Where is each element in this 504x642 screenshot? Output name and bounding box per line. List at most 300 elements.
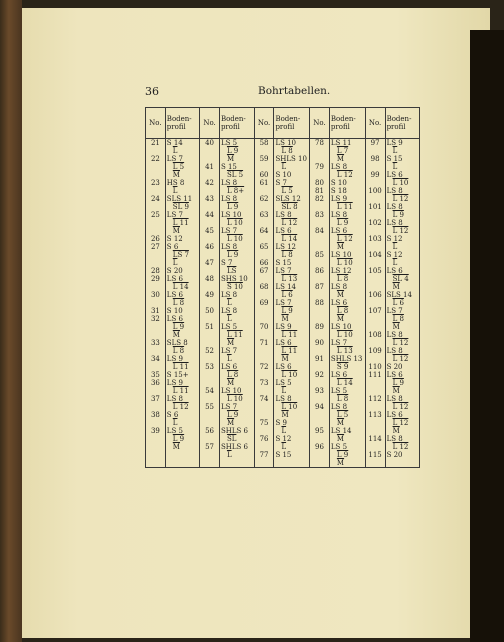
- entry-number-spacer: [367, 387, 384, 395]
- profile-layer: L 8: [336, 307, 349, 315]
- profile-layer: LS 6: [220, 363, 238, 371]
- entry-number: 58: [259, 139, 269, 147]
- entry-number-spacer: [367, 243, 384, 251]
- entry-number: 86: [315, 267, 324, 275]
- profile-layer: LS 7: [220, 227, 238, 235]
- entry-number: 73: [259, 379, 269, 387]
- profile-layer: LS 7: [386, 307, 403, 315]
- profile-layer: S 6: [166, 243, 179, 251]
- header-no: No.: [254, 108, 274, 139]
- profile-layer: L 8: [336, 395, 349, 403]
- entry-number: 25: [150, 211, 160, 219]
- entry-number-spacer: [311, 219, 328, 227]
- entry-number: 90: [315, 339, 324, 347]
- profile-layer: L 6: [392, 299, 404, 307]
- entry-number: 35: [150, 371, 160, 379]
- entry-number: 45: [205, 227, 214, 235]
- entry-number: 70: [259, 323, 269, 331]
- entry-number: 80: [315, 179, 324, 187]
- profile-layer: SLS 12: [275, 195, 301, 203]
- profile-layer: S 7: [275, 179, 287, 187]
- entry-number-spacer: [147, 147, 164, 155]
- entry-number: 113: [368, 411, 382, 419]
- profile-layer: LS 7: [172, 251, 189, 259]
- entry-number-spacer: [256, 187, 273, 195]
- profile-layer: L 9: [226, 147, 239, 155]
- profile-layer: L 10: [226, 395, 243, 403]
- profile-layer: $\overline{L}$: [172, 147, 178, 155]
- profile-layer: SLS 14: [386, 291, 412, 299]
- entry-number-spacer: [367, 403, 384, 411]
- profile-layer: L 11: [226, 331, 243, 339]
- profile-layer: SLS 11: [166, 195, 193, 203]
- profile-layer: LS 9: [386, 139, 403, 147]
- profile-layer: L 10: [226, 219, 243, 227]
- profile-layer: L 11: [281, 347, 298, 355]
- profile-layer: $\overline{M}$: [226, 155, 235, 163]
- column-3-numbers: [310, 139, 330, 468]
- entry-number: 89: [315, 323, 324, 331]
- profile-layer: LS 8: [275, 395, 292, 403]
- entry-number: 106: [368, 291, 382, 299]
- entry-number-spacer: [256, 315, 273, 323]
- entry-number-spacer: [256, 347, 273, 355]
- profile-layer: $\overline{M}$: [336, 315, 345, 323]
- profile-layer: L 10: [336, 331, 353, 339]
- header-no: No.: [146, 108, 166, 139]
- running-title: Bohrtabellen.: [258, 85, 331, 97]
- entry-number-spacer: [256, 307, 273, 315]
- entry-number: 41: [205, 163, 214, 171]
- entry-number: 87: [315, 283, 324, 291]
- entry-number: 68: [259, 283, 269, 291]
- entry-number: 64: [259, 227, 269, 235]
- entry-number: 66: [259, 259, 269, 267]
- profile-layer: $\overline{M}$: [172, 331, 180, 339]
- entry-number-spacer: [256, 371, 273, 379]
- entry-number-spacer: [367, 283, 384, 291]
- entry-number: 94: [315, 403, 324, 411]
- entry-number-spacer: [256, 147, 273, 155]
- profile-layer: $\overline{SL}$: [226, 435, 237, 443]
- profile-layer: LS 10: [330, 251, 352, 259]
- profile-layer: LS 8: [275, 211, 292, 219]
- profile-layer: S 12: [166, 235, 183, 243]
- entry-number-spacer: [147, 443, 164, 451]
- profile-layer: LS 8: [220, 243, 238, 251]
- entry-number-spacer: [147, 331, 164, 339]
- entry-number: 91: [315, 355, 324, 363]
- profile-layer: $\overline{L}$: [226, 355, 232, 363]
- page-header: [145, 78, 475, 100]
- entry-number-spacer: [367, 427, 384, 435]
- profile-layer: LS 6: [386, 171, 403, 179]
- entry-number: 49: [205, 291, 214, 299]
- entry-number-spacer: [256, 219, 273, 227]
- profile-layer: LS 10: [220, 387, 242, 395]
- entry-number-spacer: [367, 195, 384, 203]
- profile-layer: $\overline{L}$: [392, 147, 398, 155]
- entry-number: 79: [315, 163, 324, 171]
- profile-layer: LS 8: [386, 187, 403, 195]
- column-0-numbers: [146, 139, 166, 468]
- entry-number-spacer: [256, 203, 273, 211]
- entry-number-spacer: [311, 435, 328, 443]
- profile-layer: $\overline{M}$: [226, 419, 235, 427]
- entry-number: 33: [150, 339, 160, 347]
- entry-number-spacer: [311, 147, 328, 155]
- profile-layer: L 11: [172, 219, 189, 227]
- profile-layer: HS 8: [166, 179, 185, 187]
- entry-number-spacer: [256, 411, 273, 419]
- profile-layer: L 13: [281, 275, 298, 283]
- profile-layer: L 14: [336, 379, 353, 387]
- profile-layer: S 9: [275, 419, 287, 427]
- profile-layer: S 15: [275, 259, 292, 267]
- profile-layer: LS 7: [275, 299, 292, 307]
- profile-layer: LS 6: [330, 299, 348, 307]
- entry-number: 48: [205, 275, 214, 283]
- entry-number: 104: [368, 251, 382, 259]
- entry-number-spacer: [367, 227, 384, 235]
- profile-layer: L 8: [172, 347, 185, 355]
- profile-layer: $\overline{M}$: [392, 283, 400, 291]
- entry-number-spacer: [311, 411, 328, 419]
- profile-layer: LS 10: [220, 211, 242, 219]
- entry-number: 30: [150, 291, 160, 299]
- profile-layer: S 10: [166, 307, 183, 315]
- profile-layer: LS 8: [386, 331, 403, 339]
- entry-number-spacer: [147, 387, 164, 395]
- entry-number: 78: [315, 139, 324, 147]
- profile-layer: LS 6: [166, 291, 183, 299]
- entry-number: 98: [370, 155, 380, 163]
- profile-layer: L 5: [172, 163, 185, 171]
- header-bodenprofil: Boden-profil: [385, 108, 419, 139]
- entry-number: 114: [368, 435, 382, 443]
- profile-layer: $\overline{L}$: [392, 243, 398, 251]
- header-no: No.: [310, 108, 330, 139]
- profile-layer: $\overline{M}$: [172, 227, 180, 235]
- profile-layer: LS 5: [220, 139, 238, 147]
- profile-layer: SHLS 10: [275, 155, 307, 163]
- entry-number-spacer: [201, 315, 218, 323]
- profile-layer: L 12: [172, 403, 189, 411]
- profile-layer: L 11: [172, 387, 189, 395]
- profile-layer: LS 12: [330, 267, 352, 275]
- entry-number-spacer: [201, 187, 218, 195]
- entry-number: 71: [259, 339, 269, 347]
- profile-layer: L 12: [392, 195, 409, 203]
- profile-layer: L 11: [281, 331, 298, 339]
- profile-layer: $\overline{L}$: [392, 163, 398, 171]
- entry-number: 109: [368, 347, 382, 355]
- profile-layer: LS 5: [166, 427, 183, 435]
- profile-layer: L 9: [281, 307, 293, 315]
- profile-layer: S 10: [330, 179, 347, 187]
- profile-layer: $\overline{M}$: [281, 411, 289, 419]
- entry-number-spacer: [311, 451, 328, 459]
- profile-layer: L 10: [392, 179, 409, 187]
- profile-layer: S 10: [226, 283, 243, 291]
- entry-number-spacer: [147, 363, 164, 371]
- book-spine: [0, 0, 22, 642]
- profile-layer: $\overline{L}$: [226, 315, 232, 323]
- entry-number: 111: [368, 371, 382, 379]
- entry-number-spacer: [201, 435, 218, 443]
- bohr-table: [145, 107, 420, 468]
- profile-layer: $\overline{L}$: [281, 163, 287, 171]
- column-4-profiles: [385, 139, 419, 468]
- entry-number-spacer: [201, 419, 218, 427]
- profile-layer: LS 8: [386, 435, 403, 443]
- entry-number: 76: [259, 435, 269, 443]
- entry-number-spacer: [147, 187, 164, 195]
- profile-layer: L 9: [172, 435, 185, 443]
- column-2-numbers: [254, 139, 274, 468]
- entry-number-spacer: [147, 283, 164, 291]
- entry-number: 28: [150, 267, 160, 275]
- entry-number: 38: [150, 411, 160, 419]
- profile-layer: $\overline{L}$: [172, 419, 178, 427]
- entry-number: 96: [315, 443, 324, 451]
- profile-layer: LS 6: [330, 227, 348, 235]
- entry-number-spacer: [147, 219, 164, 227]
- header-no: No.: [365, 108, 385, 139]
- profile-layer: S 15+: [166, 371, 189, 379]
- entry-number-spacer: [256, 331, 273, 339]
- profile-layer: L 10: [281, 403, 298, 411]
- profile-layer: S 6: [166, 411, 179, 419]
- table-body-row: [146, 139, 420, 468]
- profile-layer: $\overline{L}$: [281, 427, 287, 435]
- profile-layer: $\overline{M}$: [226, 379, 235, 387]
- profile-layer: LS 6: [386, 371, 403, 379]
- column-0-profiles: [165, 139, 199, 468]
- profile-layer: LS 7: [220, 403, 238, 411]
- profile-layer: LS 7: [330, 339, 348, 347]
- profile-layer: S 7: [220, 259, 233, 267]
- entry-number: 52: [205, 347, 214, 355]
- profile-layer: L 12: [392, 419, 409, 427]
- entry-number-spacer: [256, 443, 273, 451]
- profile-layer: LS 6: [275, 227, 292, 235]
- entry-number: 22: [150, 155, 160, 163]
- entry-number: 101: [368, 203, 382, 211]
- entry-number-spacer: [367, 163, 384, 171]
- entry-number-spacer: [147, 347, 164, 355]
- entry-number-spacer: [256, 427, 273, 435]
- profile-layer: L 14: [281, 235, 298, 243]
- profile-layer: LS 6: [275, 339, 292, 347]
- profile-layer: L 8: [281, 251, 293, 259]
- column-2-profiles: [274, 139, 310, 468]
- entry-number-spacer: [147, 259, 164, 267]
- profile-layer: $\overline{M}$: [336, 155, 345, 163]
- entry-number-spacer: [256, 251, 273, 259]
- profile-layer: L 7: [336, 147, 349, 155]
- profile-layer: L 11: [172, 363, 189, 371]
- entry-number: 32: [150, 315, 160, 323]
- entry-number: 110: [368, 363, 382, 371]
- entry-number-spacer: [311, 395, 328, 403]
- profile-layer: LS 6: [275, 363, 292, 371]
- entry-number: 24: [150, 195, 160, 203]
- profile-layer: LS 7: [220, 347, 238, 355]
- entry-number: 57: [205, 443, 214, 451]
- profile-layer: S 18: [330, 187, 347, 195]
- profile-layer: L 14: [172, 283, 189, 291]
- profile-layer: S 9: [336, 363, 349, 371]
- profile-layer: SLS 8: [166, 339, 188, 347]
- entry-number: 83: [315, 211, 324, 219]
- entry-number-spacer: [367, 379, 384, 387]
- entry-number-spacer: [201, 203, 218, 211]
- profile-layer: $\overline{M}$: [226, 339, 235, 347]
- entry-number: 23: [150, 179, 160, 187]
- entry-number: 81: [315, 187, 324, 195]
- entry-number-spacer: [147, 171, 164, 179]
- entry-number: 99: [370, 171, 380, 179]
- entry-number-spacer: [147, 163, 164, 171]
- entry-number-spacer: [311, 259, 328, 267]
- entry-number-spacer: [367, 259, 384, 267]
- profile-layer: L 12: [392, 355, 409, 363]
- entry-number: 77: [259, 451, 269, 459]
- profile-layer: LS 5: [330, 387, 348, 395]
- profile-layer: LS 6: [330, 371, 348, 379]
- profile-layer: L 10: [281, 371, 298, 379]
- entry-number: 102: [368, 219, 382, 227]
- entry-number: 44: [205, 211, 214, 219]
- entry-number-spacer: [256, 403, 273, 411]
- profile-layer: S 15: [275, 451, 292, 459]
- entry-number: 69: [259, 299, 269, 307]
- profile-layer: LS 6: [166, 315, 183, 323]
- profile-layer: L 9: [226, 251, 239, 259]
- entry-number: 97: [370, 139, 380, 147]
- entry-number-spacer: [201, 235, 218, 243]
- entry-number: 21: [150, 139, 160, 147]
- entry-number: 93: [315, 387, 324, 395]
- profile-layer: L 8+: [226, 187, 245, 195]
- entry-number-spacer: [147, 419, 164, 427]
- entry-number: 112: [368, 395, 382, 403]
- profile-layer: LS 9: [166, 379, 183, 387]
- profile-layer: S 12: [275, 435, 292, 443]
- entry-number: 53: [205, 363, 214, 371]
- profile-layer: L 5: [281, 187, 293, 195]
- entry-number: 61: [259, 179, 269, 187]
- profile-layer: SHLS 6: [220, 427, 248, 435]
- profile-layer: LS 8: [330, 163, 348, 171]
- entry-number-spacer: [147, 435, 164, 443]
- profile-layer: $\overline{L}$: [392, 259, 398, 267]
- entry-number: 95: [315, 427, 324, 435]
- entry-number-spacer: [367, 275, 384, 283]
- entry-number: 40: [205, 139, 214, 147]
- profile-layer: L 8: [172, 299, 185, 307]
- profile-layer: $\overline{M}$: [281, 315, 289, 323]
- entry-number: 50: [205, 307, 214, 315]
- entry-number-spacer: [201, 339, 218, 347]
- entry-number-spacer: [147, 227, 164, 235]
- entry-number-spacer: [311, 307, 328, 315]
- profile-layer: L 12: [392, 443, 409, 451]
- entry-number-spacer: [367, 299, 384, 307]
- entry-number-spacer: [201, 395, 218, 403]
- profile-layer: $\overline{L}$: [226, 299, 232, 307]
- page-number: 36: [145, 85, 159, 98]
- profile-layer: LS 8: [220, 307, 238, 315]
- profile-layer: $\overline{L}$: [281, 387, 287, 395]
- profile-layer: L 12: [392, 403, 409, 411]
- profile-layer: LS 14: [330, 427, 352, 435]
- entry-number-spacer: [367, 147, 384, 155]
- entry-number-spacer: [201, 411, 218, 419]
- profile-layer: LS 8: [386, 395, 403, 403]
- entry-number-spacer: [256, 355, 273, 363]
- column-4-numbers: [365, 139, 385, 468]
- profile-layer: SL 9: [172, 203, 189, 211]
- profile-layer: LS 6: [386, 411, 403, 419]
- entry-number: 115: [368, 451, 382, 459]
- entry-number-spacer: [311, 315, 328, 323]
- entry-number: 34: [150, 355, 160, 363]
- column-1-profiles: [219, 139, 254, 468]
- entry-number: 88: [315, 299, 324, 307]
- column-3-profiles: [329, 139, 365, 468]
- entry-number: 39: [150, 427, 160, 435]
- profile-layer: L 9: [226, 203, 239, 211]
- entry-number-spacer: [311, 379, 328, 387]
- entry-number: 59: [259, 155, 269, 163]
- header-bodenprofil: Boden-profil: [329, 108, 365, 139]
- header-bodenprofil: Boden-profil: [165, 108, 199, 139]
- profile-layer: L 11: [336, 203, 353, 211]
- profile-layer: LS 10: [330, 323, 352, 331]
- profile-layer: S 12: [386, 235, 403, 243]
- entry-number-spacer: [367, 179, 384, 187]
- entry-number-spacer: [256, 275, 273, 283]
- profile-layer: LS 8: [330, 211, 348, 219]
- profile-layer: $\overline{L}$: [226, 451, 232, 459]
- entry-number: 55: [205, 403, 214, 411]
- profile-layer: LS 9: [166, 355, 183, 363]
- entry-number-spacer: [256, 291, 273, 299]
- entry-number-spacer: [311, 459, 328, 467]
- entry-number: 74: [259, 395, 269, 403]
- entry-number-spacer: [147, 251, 164, 259]
- profile-layer: $\overline{M}$: [336, 291, 345, 299]
- entry-number: 36: [150, 379, 160, 387]
- entry-number: 47: [205, 259, 214, 267]
- entry-number-spacer: [256, 163, 273, 171]
- entry-number-spacer: [201, 299, 218, 307]
- entry-number: 105: [368, 267, 382, 275]
- profile-layer: L 12: [336, 235, 353, 243]
- profile-layer: LS 11: [330, 139, 352, 147]
- entry-number: 65: [259, 243, 269, 251]
- profile-layer: LS 8: [386, 219, 403, 227]
- profile-layer: LS 5: [220, 323, 238, 331]
- entry-number-spacer: [256, 235, 273, 243]
- profile-layer: SHLS 13: [330, 355, 363, 363]
- entry-number-spacer: [201, 147, 218, 155]
- entry-number-spacer: [201, 451, 218, 459]
- profile-layer: L 9: [336, 451, 349, 459]
- entry-number-spacer: [147, 299, 164, 307]
